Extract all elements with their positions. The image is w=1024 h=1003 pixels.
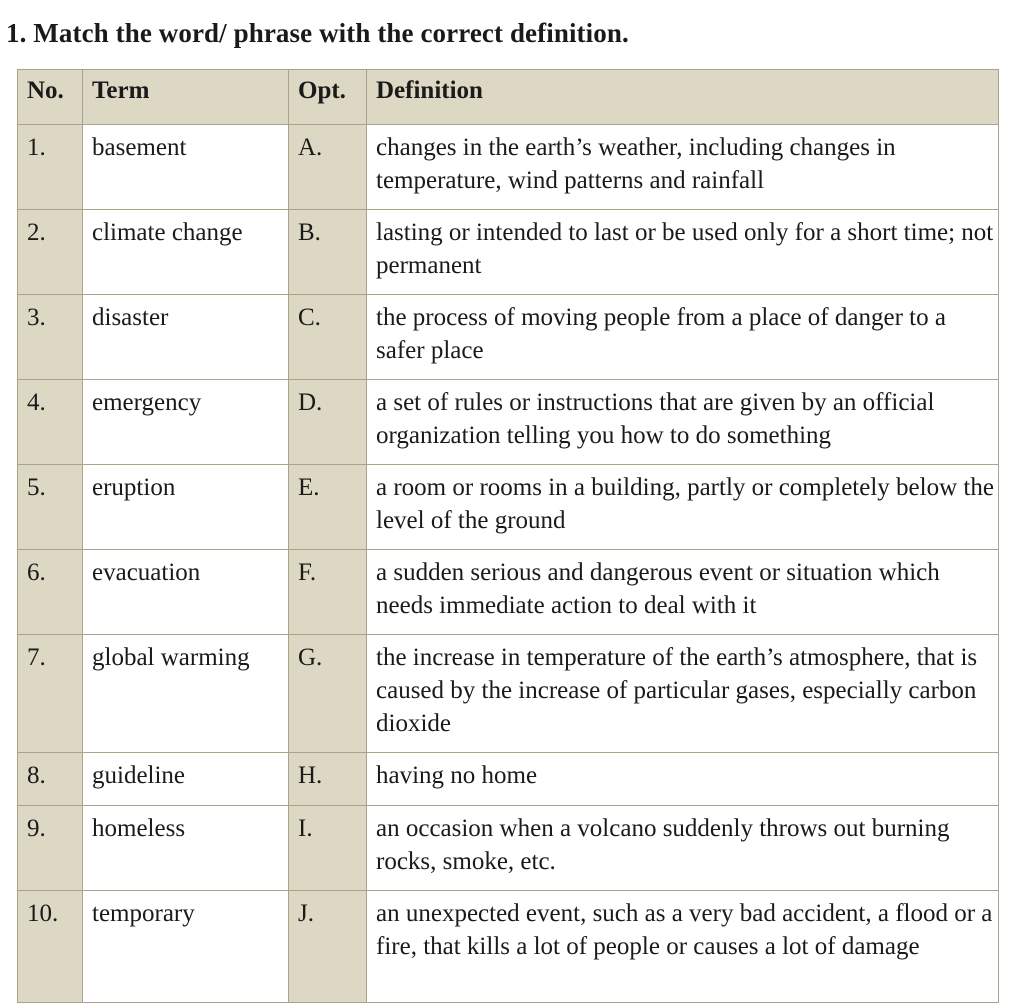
row-term: basement: [83, 125, 289, 210]
row-term: eruption: [83, 465, 289, 550]
header-no: No.: [18, 70, 83, 125]
row-option: D.: [289, 380, 367, 465]
table-row: [18, 210, 999, 295]
row-definition: the increase in temperature of the earth’s atmosphere, that is caused by the increase of particular gases, especially carbon dioxide: [367, 635, 999, 753]
table-row: [18, 295, 999, 380]
row-definition: an occasion when a volcano suddenly throws out burning rocks, smoke, etc.: [367, 806, 999, 891]
header-definition: Definition: [367, 70, 999, 125]
row-term: temporary: [83, 891, 289, 1003]
header-term: Term: [83, 70, 289, 125]
row-number: 3.: [18, 295, 83, 380]
row-option: F.: [289, 550, 367, 635]
table-row: [18, 465, 999, 550]
row-number: 6.: [18, 550, 83, 635]
row-term: disaster: [83, 295, 289, 380]
row-number: 2.: [18, 210, 83, 295]
exercise-title: 1. Match the word/ phrase with the correct definition.: [6, 18, 629, 48]
matching-table: [17, 69, 999, 1003]
row-term: guideline: [83, 753, 289, 806]
header-opt: Opt.: [289, 70, 367, 125]
row-number: 7.: [18, 635, 83, 753]
row-option: G.: [289, 635, 367, 753]
row-number: 10.: [18, 891, 83, 1003]
table-row: [18, 806, 999, 891]
row-option: H.: [289, 753, 367, 806]
row-option: A.: [289, 125, 367, 210]
row-option: C.: [289, 295, 367, 380]
row-term: global warming: [83, 635, 289, 753]
row-definition: a sudden serious and dangerous event or situation which needs immediate action to deal with it: [367, 550, 999, 635]
row-number: 1.: [18, 125, 83, 210]
row-term: evacuation: [83, 550, 289, 635]
row-option: J.: [289, 891, 367, 1003]
table-header-row: [18, 70, 999, 125]
row-definition: changes in the earth’s weather, including changes in temperature, wind patterns and rainfall: [367, 125, 999, 210]
table-row: [18, 891, 999, 1003]
row-definition: the process of moving people from a place of danger to a safer place: [367, 295, 999, 380]
row-number: 4.: [18, 380, 83, 465]
row-option: E.: [289, 465, 367, 550]
table-row: [18, 753, 999, 806]
table-row: [18, 635, 999, 753]
row-option: B.: [289, 210, 367, 295]
row-definition: having no home: [367, 753, 999, 806]
row-definition: a set of rules or instructions that are given by an official organization telling you how to do something: [367, 380, 999, 465]
row-term: homeless: [83, 806, 289, 891]
row-definition: lasting or intended to last or be used only for a short time; not permanent: [367, 210, 999, 295]
row-number: 8.: [18, 753, 83, 806]
row-term: climate change: [83, 210, 289, 295]
row-number: 5.: [18, 465, 83, 550]
row-definition: an unexpected event, such as a very bad accident, a flood or a fire, that kills a lot of people or causes a lot of damage: [367, 891, 999, 1003]
table-row: [18, 550, 999, 635]
row-term: emergency: [83, 380, 289, 465]
table-row: [18, 125, 999, 210]
row-definition: a room or rooms in a building, partly or completely below the level of the ground: [367, 465, 999, 550]
table-row: [18, 380, 999, 465]
row-option: I.: [289, 806, 367, 891]
row-number: 9.: [18, 806, 83, 891]
